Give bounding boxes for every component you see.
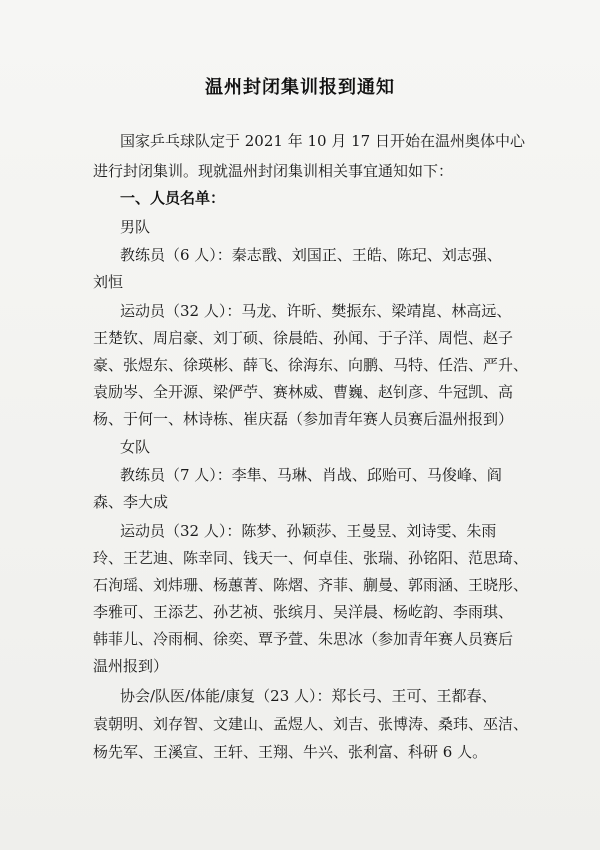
paragraph-line: 运动员（32 人）：马龙、许昕、樊振东、梁靖崑、林高远、 <box>120 302 512 320</box>
paragraph-line: 豪、张煜东、徐瑛彬、薛飞、徐海东、向鹏、马特、任浩、严升、 <box>93 356 529 374</box>
paragraph-line: 教练员（6 人）：秦志戬、刘国正、王皓、陈玘、刘志强、 <box>120 246 502 264</box>
team-label: 女队 <box>120 438 151 456</box>
intro-line: 进行封闭集训。现就温州封闭集训相关事宜通知如下： <box>93 162 454 180</box>
section-heading: 一、人员名单： <box>120 189 226 207</box>
paragraph-line: 玲、王艺迪、陈幸同、钱天一、何卓佳、张瑞、孙铭阳、范思琦、 <box>93 549 529 567</box>
paragraph-line: 杨、于何一、林诗栋、崔庆磊（参加青年赛人员赛后温州报到） <box>93 410 514 428</box>
intro-line: 国家乒乓球队定于 2021 年 10 月 17 日开始在温州奥体中心 <box>120 132 525 150</box>
paragraph-line: 袁朝明、刘存智、文建山、孟煜人、刘吉、张博涛、桑玮、巫洁、 <box>93 715 529 733</box>
paragraph-line: 温州报到） <box>93 657 169 675</box>
paragraph-line: 石洵瑶、刘炜珊、杨蕙菁、陈熠、齐菲、蒯曼、郭雨涵、王晓彤、 <box>93 576 529 594</box>
paragraph-line: 协会/队医/体能/康复（23 人）：郑长弓、王可、王都春、 <box>120 687 497 705</box>
team-label: 男队 <box>120 218 151 236</box>
paragraph-line: 韩菲儿、冷雨桐、徐奕、覃予萱、朱思冰（参加青年赛人员赛后 <box>93 630 514 648</box>
paragraph-line: 刘恒 <box>93 273 124 291</box>
paragraph-line: 森、李大成 <box>93 493 169 511</box>
paragraph-line: 袁励岑、全开源、梁俨苧、赛林威、曹巍、赵钊彦、牛冠凯、高 <box>93 383 514 401</box>
paragraph-line: 李雅可、王添艺、孙艺祯、张缤月、吴洋晨、杨屹韵、李雨琪、 <box>93 603 514 621</box>
paragraph-line: 教练员（7 人）：李隼、马琳、肖战、邱贻可、马俊峰、阎 <box>120 466 502 484</box>
paragraph-line: 运动员（32 人）：陈梦、孙颖莎、王曼昱、刘诗雯、朱雨 <box>120 522 497 540</box>
document-title: 温州封闭集训报到通知 <box>205 77 395 98</box>
paragraph-line: 杨先军、王溪宣、王轩、王翔、牛兴、张利富、科研 6 人。 <box>93 743 488 761</box>
paragraph-line: 王楚钦、周启豪、刘丁硕、徐晨皓、孙闻、于子洋、周恺、赵子 <box>93 329 514 347</box>
